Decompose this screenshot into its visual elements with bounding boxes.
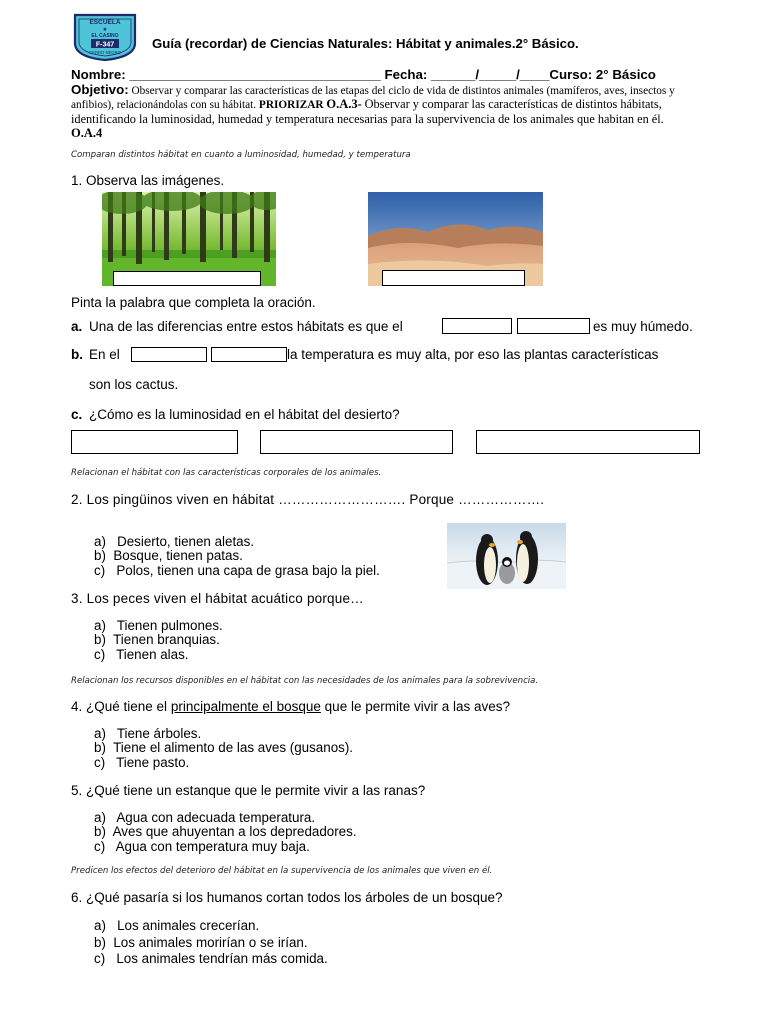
logo-line1: ESCUELA [89, 19, 121, 26]
q3-options [94, 619, 223, 662]
fecha-label: Fecha: ______/_____/____ [384, 67, 550, 82]
question-3-title: 3. Los peces viven el hábitat acuático porque… [71, 591, 364, 606]
q1a-blank-1[interactable] [442, 318, 512, 334]
q1b-blank-2[interactable] [211, 347, 287, 362]
q2-option-c[interactable]: c) Polos, tienen una capa de grasa bajo la piel. [94, 562, 380, 578]
q6-option-a[interactable]: a) Los animales crecerían. [94, 918, 260, 933]
q1-instruction: Pinta la palabra que completa la oración. [71, 295, 316, 310]
q1a-text-before: Una de las diferencias entre estos hábitats es que el [89, 319, 403, 334]
q3-option-b[interactable]: b) Tienen branquias. [94, 632, 220, 648]
section-heading-1: Comparan distintos hábitat en cuanto a luminosidad, humedad, y temperatura [71, 150, 411, 160]
section-heading-4: Predicen los efectos del deterioro del hábitat en la supervivencia de los animales que viven en él. [71, 866, 493, 876]
question-6-title: 6. ¿Qué pasaría si los humanos cortan todos los árboles de un bosque? [71, 890, 503, 905]
q5-options [94, 811, 357, 854]
q4-text-after: que le permite vivir a las aves? [320, 699, 511, 714]
q6-options [94, 918, 328, 968]
forest-answer-box[interactable] [113, 271, 261, 286]
section-heading-2: Relacionan el hábitat con las características corporales de los animales. [71, 468, 382, 478]
q1c-label: c. [71, 407, 83, 422]
penguin-image [447, 523, 566, 589]
desert-answer-box[interactable] [382, 270, 525, 286]
q1b-text-before: En el [89, 347, 120, 362]
oa4-label: O.A.4 [71, 126, 103, 141]
question-5-title: 5. ¿Qué tiene un estanque que le permite vivir a las ranas? [71, 783, 426, 798]
objetivo-label: Objetivo: [71, 82, 129, 97]
curso-label: Curso: 2° Básico [549, 67, 656, 82]
q1a-text-after: es muy húmedo. [593, 319, 693, 334]
q5-option-a[interactable]: a) Agua con adecuada temperatura. [94, 810, 316, 825]
q1c-text: ¿Cómo es la luminosidad en el hábitat del desierto? [89, 407, 400, 422]
nombre-label: Nombre: __________________________________ [71, 67, 381, 82]
page-title: Guía (recordar) de Ciencias Naturales: Hábitat y animales.2° Básico. [152, 36, 579, 51]
question-2-title: 2. Los pingüinos viven en hábitat ………………………. Porque ………………. [71, 492, 545, 507]
q4-text-before: 4. ¿Qué tiene el [71, 699, 171, 714]
q4-underlined: principalmente el bosque [170, 699, 321, 714]
nombre-fecha-line [71, 67, 656, 82]
question-1-title: 1. Observa las imágenes. [71, 173, 225, 188]
logo-number: F-347 [95, 41, 115, 49]
q2-options [94, 535, 380, 578]
q1a-label: a. [71, 319, 83, 334]
q5-option-c[interactable]: c) Agua con temperatura muy baja. [94, 838, 310, 854]
oa3-label: O.A.3- [326, 97, 362, 112]
q2-option-a[interactable]: a) Desierto, tienen aletas. [94, 534, 255, 549]
q4-option-c[interactable]: c) Tiene pasto. [94, 754, 190, 770]
q1b-text-continued: son los cactus. [89, 377, 179, 392]
priorizar-label: PRIORIZAR [258, 99, 324, 112]
logo-line3: CERRO NEGRO [89, 50, 121, 55]
q3-option-a[interactable]: a) Tienen pulmones. [94, 618, 223, 633]
section-heading-3: Relacionan los recursos disponibles en el hábitat con las necesidades de los animales para la sobrevivencia. [71, 676, 539, 686]
svg-text:★: ★ [102, 27, 108, 33]
q5-option-b[interactable]: b) Aves que ahuyentan a los depredadores. [94, 824, 357, 840]
objetivo-text: Observar y comparar las características de las etapas del ciclo de vida de distintos animales (mamíferos, aves, insectos y anfibios), relacionándolas con su hábitat. [71, 85, 675, 112]
logo-line2: EL CASINO [91, 33, 119, 39]
school-logo [72, 13, 138, 61]
q1b-blank-1[interactable] [131, 347, 207, 362]
q1b-label: b. [71, 347, 83, 362]
q6-option-b[interactable]: b) Los animales morirían o se irían. [94, 934, 308, 950]
q4-option-a[interactable]: a) Tiene árboles. [94, 726, 202, 741]
question-4-title [71, 699, 510, 714]
q6-option-c[interactable]: c) Los animales tendrían más comida. [94, 951, 328, 966]
q1a-blank-2[interactable] [517, 318, 590, 334]
objetivo-block [71, 83, 695, 142]
q3-option-c[interactable]: c) Tienen alas. [94, 646, 189, 662]
q1c-answer-box-1[interactable] [71, 430, 238, 454]
q4-options [94, 727, 353, 770]
q1c-answer-box-3[interactable] [476, 430, 700, 454]
q1b-text-after: la temperatura es muy alta, por eso las plantas características [287, 347, 659, 362]
q4-option-b[interactable]: b) Tiene el alimento de las aves (gusanos). [94, 740, 354, 756]
oa3-text: Observar y comparar las características de distintos hábitats, identificando la luminosidad, humedad y temperatura necesarias para la supervivencia de los animales que habitan en él. [71, 97, 664, 126]
q1c-answer-box-2[interactable] [260, 430, 453, 454]
q2-option-b[interactable]: b) Bosque, tienen patas. [94, 548, 243, 564]
